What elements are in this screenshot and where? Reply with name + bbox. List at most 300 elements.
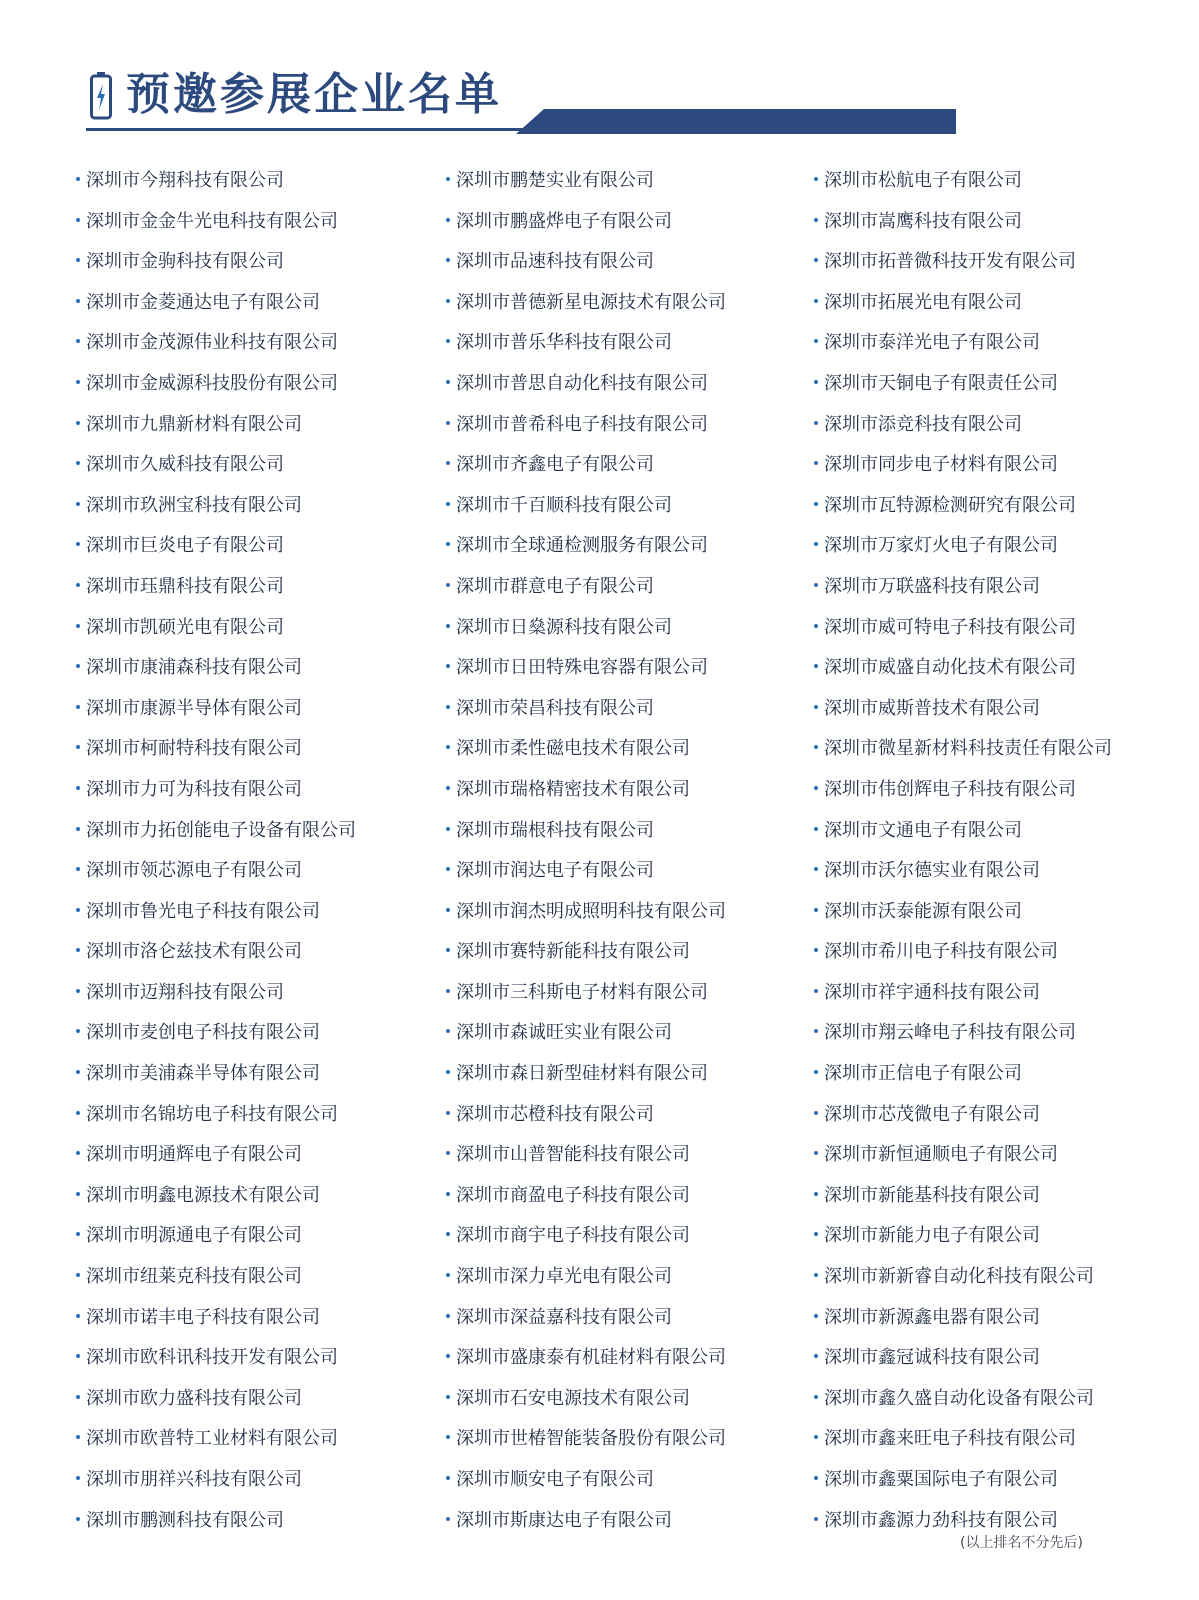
company-name: 深圳市三科斯电子材料有限公司 [456,981,708,1003]
company-list-item [446,1342,826,1383]
bullet-dot-icon [76,664,80,668]
company-name: 深圳市鹏盛烨电子有限公司 [456,210,672,232]
company-list-item [814,1220,1174,1261]
bullet-dot-icon [814,502,818,506]
bullet-dot-icon [446,502,450,506]
bullet-dot-icon [446,827,450,831]
company-name: 深圳市芯橙科技有限公司 [456,1103,654,1125]
page-title: 预邀参展企业名单 [126,69,502,120]
company-name: 深圳市深益嘉科技有限公司 [456,1306,672,1328]
company-name: 深圳市柯耐特科技有限公司 [86,738,302,760]
company-name: 深圳市瓦特源检测研究有限公司 [824,494,1076,516]
bullet-dot-icon [76,218,80,222]
company-list-item [76,449,456,490]
company-list-item [814,1423,1174,1464]
company-list-item [446,1423,826,1464]
bullet-dot-icon [814,705,818,709]
company-name: 深圳市赛特新能科技有限公司 [456,941,690,963]
company-list-item [446,490,826,531]
bullet-dot-icon [446,1395,450,1399]
company-name: 深圳市珏鼎科技有限公司 [86,575,284,597]
bullet-dot-icon [814,542,818,546]
bullet-dot-icon [446,1354,450,1358]
company-name: 深圳市拓普微科技开发有限公司 [824,251,1076,273]
bullet-dot-icon [76,1192,80,1196]
company-list-item [76,206,456,247]
company-name: 深圳市普德新星电源技术有限公司 [456,291,726,313]
company-list-item [814,612,1174,653]
company-name: 深圳市明源通电子有限公司 [86,1225,302,1247]
company-name: 深圳市九鼎新材料有限公司 [86,413,302,435]
company-list-item [446,1302,826,1343]
company-name: 深圳市松航电子有限公司 [824,170,1022,191]
company-name: 深圳市朋祥兴科技有限公司 [86,1469,302,1490]
company-name: 深圳市石安电源技术有限公司 [456,1387,690,1409]
company-list-item [814,1058,1174,1099]
company-name: 深圳市森诚旺实业有限公司 [456,1022,672,1044]
bullet-dot-icon [814,827,818,831]
company-list-item [76,815,456,856]
bullet-dot-icon [814,1517,818,1521]
bullet-dot-icon [446,177,450,181]
company-list-item [76,774,456,815]
company-name: 深圳市欧科讯科技开发有限公司 [86,1347,338,1369]
company-name: 深圳市金驹科技有限公司 [86,251,284,273]
bullet-dot-icon [814,624,818,628]
bullet-dot-icon [76,177,80,181]
bullet-dot-icon [446,299,450,303]
company-name: 深圳市希川电子科技有限公司 [824,941,1058,963]
company-name: 深圳市鑫久盛自动化设备有限公司 [824,1387,1094,1409]
company-list-item [76,287,456,328]
company-name: 深圳市美浦森半导体有限公司 [86,1063,320,1085]
company-list-item [446,652,826,693]
company-name: 深圳市纽莱克科技有限公司 [86,1266,302,1288]
bullet-dot-icon [446,908,450,912]
company-list-item [446,693,826,734]
company-name: 深圳市新源鑫电器有限公司 [824,1306,1040,1328]
company-name: 深圳市沃尔德实业有限公司 [824,860,1040,882]
company-list-item [814,652,1174,693]
bullet-dot-icon [76,1435,80,1439]
bullet-dot-icon [446,583,450,587]
company-list-item [814,1139,1174,1180]
company-list-item [76,1261,456,1302]
company-name: 深圳市伟创辉电子科技有限公司 [824,778,1076,800]
company-list-item [814,490,1174,531]
company-name: 深圳市天铜电子有限责任公司 [824,372,1058,394]
company-name: 深圳市日田特殊电容器有限公司 [456,657,708,679]
company-name: 深圳市日燊源科技有限公司 [456,616,672,638]
company-list-item [446,855,826,896]
company-name: 深圳市泰洋光电子有限公司 [824,332,1040,354]
bullet-dot-icon [76,421,80,425]
bullet-dot-icon [446,380,450,384]
company-list-item [76,1139,456,1180]
bullet-dot-icon [76,705,80,709]
company-list-item [446,1058,826,1099]
company-list-item [814,693,1174,734]
bullet-dot-icon [814,339,818,343]
bullet-dot-icon [814,258,818,262]
company-name: 深圳市力拓创能电子设备有限公司 [86,819,356,841]
company-list-item [446,896,826,937]
company-name: 深圳市森日新型硅材料有限公司 [456,1063,708,1085]
company-list-item [814,368,1174,409]
company-list-item [76,1017,456,1058]
bullet-dot-icon [446,745,450,749]
company-list-item [446,327,826,368]
bullet-dot-icon [814,867,818,871]
bullet-dot-icon [76,502,80,506]
bullet-dot-icon [76,1354,80,1358]
company-name: 深圳市巨炎电子有限公司 [86,535,284,557]
company-name: 深圳市顺安电子有限公司 [456,1469,654,1490]
bullet-dot-icon [446,1435,450,1439]
bullet-dot-icon [76,299,80,303]
bullet-dot-icon [814,1354,818,1358]
bullet-dot-icon [446,989,450,993]
battery-icon [90,72,112,120]
company-name: 深圳市明鑫电源技术有限公司 [86,1184,320,1206]
company-name: 深圳市新能基科技有限公司 [824,1184,1040,1206]
bullet-dot-icon [76,1395,80,1399]
company-list-item [814,1302,1174,1343]
company-name: 深圳市万家灯火电子有限公司 [824,535,1058,557]
bullet-dot-icon [76,542,80,546]
company-name: 深圳市柔性磁电技术有限公司 [456,738,690,760]
bullet-dot-icon [446,1273,450,1277]
company-name: 深圳市润杰明成照明科技有限公司 [456,900,726,922]
company-list-item [814,1383,1174,1424]
company-name: 深圳市万联盛科技有限公司 [824,575,1040,597]
company-name: 深圳市明通辉电子有限公司 [86,1144,302,1166]
bullet-dot-icon [76,1232,80,1236]
bullet-dot-icon [76,461,80,465]
bullet-dot-icon [814,908,818,912]
bullet-dot-icon [446,948,450,952]
bullet-dot-icon [76,1151,80,1155]
bullet-dot-icon [814,461,818,465]
company-name: 深圳市荣昌科技有限公司 [456,697,654,719]
company-name: 深圳市威可特电子科技有限公司 [824,616,1076,638]
company-list-item [76,1302,456,1343]
company-list-item [76,1180,456,1221]
company-name: 深圳市金菱通达电子有限公司 [86,291,320,313]
company-name: 深圳市斯康达电子有限公司 [456,1509,672,1531]
company-list-item [814,1180,1174,1221]
company-list-item [76,896,456,937]
bullet-dot-icon [446,705,450,709]
company-list-item [446,165,826,206]
company-list-item [446,1220,826,1261]
company-list-item [814,1099,1174,1140]
company-list-item [446,1261,826,1302]
bullet-dot-icon [814,1070,818,1074]
company-name: 深圳市迈翔科技有限公司 [86,981,284,1003]
company-name: 深圳市山普智能科技有限公司 [456,1144,690,1166]
company-name: 深圳市嵩鹰科技有限公司 [824,210,1022,232]
company-name: 深圳市欧普特工业材料有限公司 [86,1428,338,1450]
bullet-dot-icon [814,1314,818,1318]
company-name: 深圳市欧力盛科技有限公司 [86,1387,302,1409]
bullet-dot-icon [446,1476,450,1480]
company-list-item [446,1139,826,1180]
company-name: 深圳市翔云峰电子科技有限公司 [824,1022,1076,1044]
bullet-dot-icon [76,1476,80,1480]
company-list-item [814,896,1174,937]
company-name: 深圳市正信电子有限公司 [824,1063,1022,1085]
company-list-item [814,287,1174,328]
company-column-2 [446,165,826,1545]
company-name: 深圳市品速科技有限公司 [456,251,654,273]
company-list-item [814,206,1174,247]
bullet-dot-icon [446,461,450,465]
company-name: 深圳市普思自动化科技有限公司 [456,372,708,394]
footnote: (以上排名不分先后) [960,1535,1083,1551]
bullet-dot-icon [76,827,80,831]
bullet-dot-icon [76,1070,80,1074]
company-name: 深圳市金金牛光电科技有限公司 [86,210,338,232]
company-list-item [76,693,456,734]
company-list-item [76,490,456,531]
company-name: 深圳市沃泰能源有限公司 [824,900,1022,922]
company-list-item [814,855,1174,896]
company-list-item [76,936,456,977]
company-name: 深圳市新能力电子有限公司 [824,1225,1040,1247]
company-list-item [814,530,1174,571]
company-list-item [446,612,826,653]
bullet-dot-icon [76,1517,80,1521]
bullet-dot-icon [814,1192,818,1196]
bullet-dot-icon [814,1029,818,1033]
company-name: 深圳市名锦坊电子科技有限公司 [86,1103,338,1125]
company-name: 深圳市芯茂微电子有限公司 [824,1103,1040,1125]
company-list-item [446,936,826,977]
bullet-dot-icon [446,786,450,790]
bullet-dot-icon [814,380,818,384]
bullet-dot-icon [814,664,818,668]
company-name: 深圳市普希科电子科技有限公司 [456,413,708,435]
company-list-item [76,612,456,653]
bullet-dot-icon [76,867,80,871]
company-list-item [446,1099,826,1140]
company-list-item [76,1464,456,1505]
bullet-dot-icon [76,339,80,343]
bullet-dot-icon [814,1435,818,1439]
bullet-dot-icon [814,786,818,790]
header-accent-bar [516,109,956,134]
company-name: 深圳市力可为科技有限公司 [86,778,302,800]
company-list-item [446,246,826,287]
company-name: 深圳市深力卓光电有限公司 [456,1266,672,1288]
company-list-item [76,1342,456,1383]
company-name: 深圳市瑞根科技有限公司 [456,819,654,841]
company-name: 深圳市金茂源伟业科技有限公司 [86,332,338,354]
bullet-dot-icon [446,1314,450,1318]
company-list-item [76,977,456,1018]
company-name: 深圳市文通电子有限公司 [824,819,1022,841]
bullet-dot-icon [446,1151,450,1155]
bullet-dot-icon [76,786,80,790]
bullet-dot-icon [814,299,818,303]
company-list-item [446,449,826,490]
company-list-item [76,368,456,409]
company-list-item [814,936,1174,977]
company-list-item [446,1464,826,1505]
bullet-dot-icon [814,1151,818,1155]
bullet-dot-icon [446,1517,450,1521]
company-list-item [814,1017,1174,1058]
company-list-item [446,530,826,571]
bullet-dot-icon [76,908,80,912]
company-list-item [446,774,826,815]
company-name: 深圳市凯硕光电有限公司 [86,616,284,638]
bullet-dot-icon [76,1029,80,1033]
company-list-item [446,1017,826,1058]
company-name: 深圳市拓展光电有限公司 [824,291,1022,313]
company-list-item [76,1383,456,1424]
company-name: 深圳市同步电子材料有限公司 [824,454,1058,476]
company-list-item [814,449,1174,490]
company-name: 深圳市添竞科技有限公司 [824,413,1022,435]
company-name: 深圳市千百顺科技有限公司 [456,494,672,516]
bullet-dot-icon [446,542,450,546]
bullet-dot-icon [814,1232,818,1236]
bullet-dot-icon [446,1232,450,1236]
company-name: 深圳市康源半导体有限公司 [86,697,302,719]
bullet-dot-icon [814,745,818,749]
company-list-item [76,165,456,206]
company-name: 深圳市鲁光电子科技有限公司 [86,900,320,922]
bullet-dot-icon [814,1111,818,1115]
company-list-item [446,815,826,856]
company-list-item [76,1423,456,1464]
company-name: 深圳市鑫粟国际电子有限公司 [824,1469,1058,1490]
company-name: 深圳市金威源科技股份有限公司 [86,372,338,394]
company-name: 深圳市洛仑兹技术有限公司 [86,941,302,963]
bullet-dot-icon [76,989,80,993]
company-name: 深圳市今翔科技有限公司 [86,170,284,191]
company-list-item [76,530,456,571]
company-list-item [814,409,1174,450]
company-name: 深圳市全球通检测服务有限公司 [456,535,708,557]
bullet-dot-icon [814,1395,818,1399]
bullet-dot-icon [446,1192,450,1196]
bullet-dot-icon [76,1273,80,1277]
company-list-item [446,1180,826,1221]
company-list-item [76,733,456,774]
bullet-dot-icon [76,948,80,952]
company-name: 深圳市鹏楚实业有限公司 [456,170,654,191]
bullet-dot-icon [814,421,818,425]
company-name: 深圳市康浦森科技有限公司 [86,657,302,679]
bullet-dot-icon [446,624,450,628]
company-name: 深圳市威盛自动化技术有限公司 [824,657,1076,679]
company-name: 深圳市微星新材料科技责任有限公司 [824,738,1112,760]
company-name: 深圳市润达电子有限公司 [456,860,654,882]
bullet-dot-icon [446,1070,450,1074]
company-name: 深圳市鹏测科技有限公司 [86,1509,284,1531]
bullet-dot-icon [446,867,450,871]
title-underline [86,128,586,131]
bullet-dot-icon [814,177,818,181]
bullet-dot-icon [814,1273,818,1277]
company-list-item [446,287,826,328]
bullet-dot-icon [446,421,450,425]
company-name: 深圳市祥宇通科技有限公司 [824,981,1040,1003]
company-list-item [446,1505,826,1546]
company-list-item [814,327,1174,368]
company-name: 深圳市新恒通顺电子有限公司 [824,1144,1058,1166]
company-list-item [814,1342,1174,1383]
company-name: 深圳市诺丰电子科技有限公司 [86,1306,320,1328]
company-list-item [814,165,1174,206]
company-list-item [814,1261,1174,1302]
company-list-item [446,571,826,612]
bullet-dot-icon [814,218,818,222]
company-list-item [76,571,456,612]
company-column-3 [814,165,1174,1545]
bullet-dot-icon [814,1476,818,1480]
company-list-item [814,774,1174,815]
company-name: 深圳市普乐华科技有限公司 [456,332,672,354]
bullet-dot-icon [76,258,80,262]
company-name: 深圳市玖洲宝科技有限公司 [86,494,302,516]
company-name: 深圳市世椿智能装备股份有限公司 [456,1428,726,1450]
company-list-item [446,368,826,409]
company-name: 深圳市群意电子有限公司 [456,575,654,597]
bullet-dot-icon [76,624,80,628]
company-name: 深圳市鑫源力劲科技有限公司 [824,1509,1058,1531]
company-name: 深圳市齐鑫电子有限公司 [456,454,654,476]
company-list-item [76,409,456,450]
company-name: 深圳市盛康泰有机硅材料有限公司 [456,1347,726,1369]
company-name: 深圳市商宇电子科技有限公司 [456,1225,690,1247]
page-header [86,66,866,136]
company-list-item [814,571,1174,612]
company-list-item [446,733,826,774]
bullet-dot-icon [76,745,80,749]
bullet-dot-icon [76,1314,80,1318]
company-list-item [446,206,826,247]
bullet-dot-icon [446,218,450,222]
company-list-item [814,977,1174,1018]
company-name: 深圳市鑫冠诚科技有限公司 [824,1347,1040,1369]
company-list-item [446,977,826,1018]
company-list-item [814,815,1174,856]
company-list-item [76,327,456,368]
company-list-item [814,1464,1174,1505]
company-name: 深圳市威斯普技术有限公司 [824,697,1040,719]
bullet-dot-icon [76,380,80,384]
bullet-dot-icon [446,1111,450,1115]
company-list-item [76,1058,456,1099]
company-name: 深圳市领芯源电子有限公司 [86,860,302,882]
company-list-item [76,1220,456,1261]
bullet-dot-icon [446,1029,450,1033]
bullet-dot-icon [76,583,80,587]
bullet-dot-icon [446,258,450,262]
company-list-item [76,1099,456,1140]
company-list-item [814,246,1174,287]
company-list-item [814,733,1174,774]
company-list-item [76,246,456,287]
company-list-item [446,409,826,450]
bullet-dot-icon [446,664,450,668]
company-list-item [76,1505,456,1546]
bullet-dot-icon [76,1111,80,1115]
